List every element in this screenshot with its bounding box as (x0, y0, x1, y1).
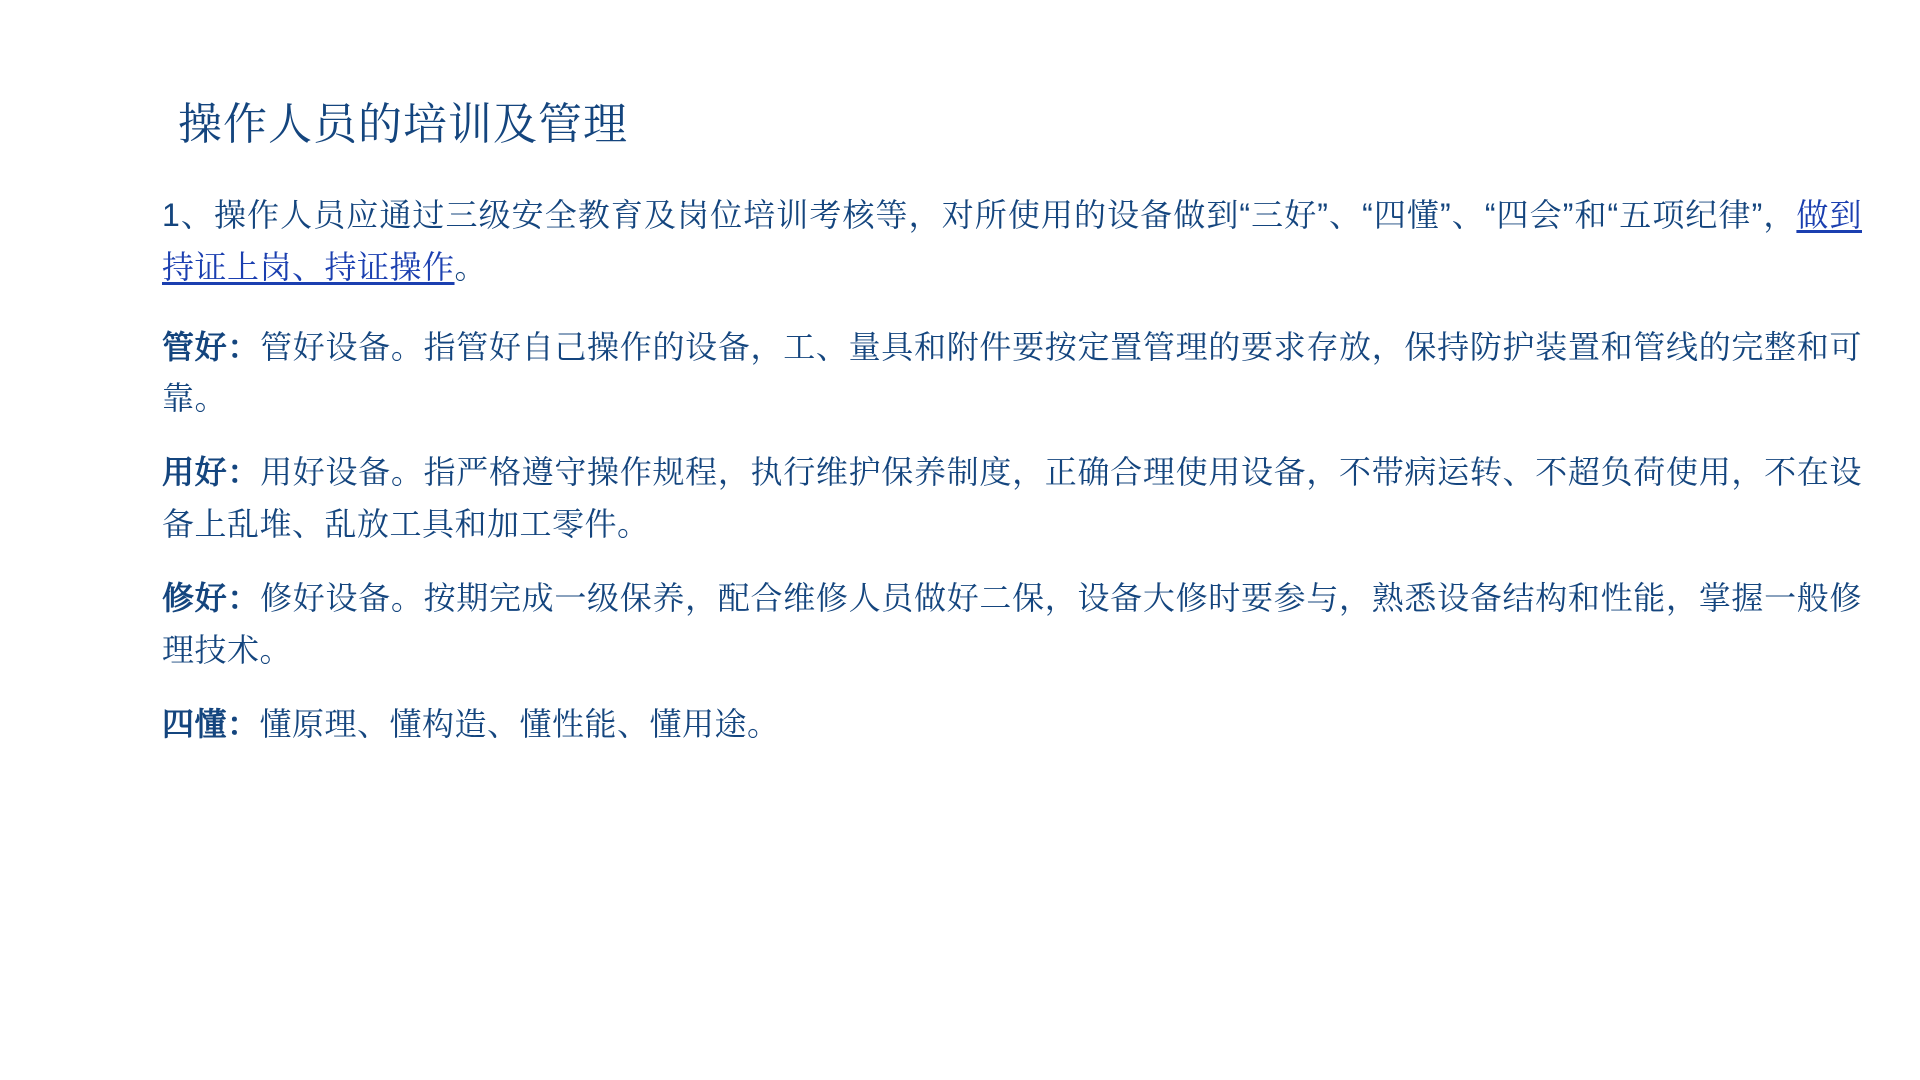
page-title: 操作人员的培训及管理 (178, 100, 628, 150)
term-sidong: 四懂： (162, 705, 260, 742)
paragraph-xiuhao (162, 573, 1862, 677)
term-yonghao: 用好： (162, 454, 261, 491)
paragraph-guanhao-text: 管好设备。指管好自己操作的设备，工、量具和附件要按定置管理的要求存放，保持防护装置和管线的完整和可靠。 (162, 328, 1862, 417)
paragraph-guanhao (162, 322, 1862, 426)
paragraph-sidong (162, 699, 1862, 751)
paragraph-yonghao-text: 用好设备。指严格遵守操作规程，执行维护保养制度，正确合理使用设备，不带病运转、不超负荷使用，不在设备上乱堆、乱放工具和加工零件。 (162, 454, 1862, 543)
paragraph-xiuhao-text: 修好设备。按期完成一级保养，配合维修人员做好二保，设备大修时要参与，熟悉设备结构和性能，掌握一般修理技术。 (162, 579, 1862, 668)
term-guanhao: 管好： (162, 328, 261, 365)
paragraph-sidong-text: 懂原理、懂构造、懂性能、懂用途。 (259, 705, 780, 742)
certification-link[interactable]: 做到持证上岗、持证操作 (162, 197, 1862, 285)
paragraph-1-text-before-link: 1、操作人员应通过三级安全教育及岗位培训考核等，对所使用的设备做到“三好”、“四懂”、“四会”和“五项纪律”， (162, 197, 1797, 233)
paragraph-item-1 (162, 190, 1862, 294)
slide-body (162, 190, 1862, 750)
paragraph-1-text-after-link: 。 (454, 248, 488, 285)
term-xiuhao: 修好： (162, 579, 261, 616)
paragraph-yonghao (162, 447, 1862, 551)
